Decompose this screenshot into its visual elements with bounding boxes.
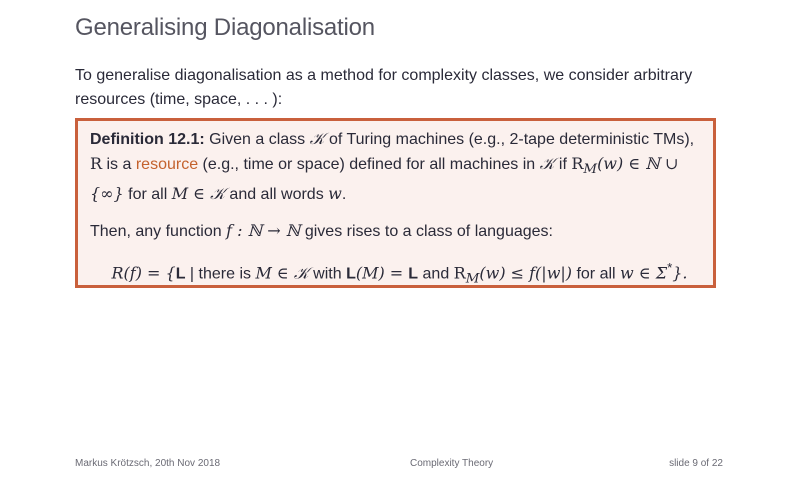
formula-star: *	[667, 260, 673, 276]
math-forall-m: M ∈ 𝒦	[171, 184, 225, 204]
formula-m-in-k: M ∈ 𝒦	[255, 263, 309, 283]
math-class-k: 𝒦	[539, 154, 555, 173]
formula-r: R	[453, 263, 466, 283]
formula-text: for all	[572, 265, 621, 283]
footer-author: Markus Krötzsch, 20th Nov 2018	[75, 458, 221, 469]
formula-bound: (w) ≤ f(|w|)	[479, 263, 573, 283]
math-r: R	[571, 154, 584, 173]
formula-w-in-sigma: w ∈ Σ	[620, 263, 668, 283]
math-condition: (w) ∈ ℕ ∪ {∞}	[90, 154, 679, 204]
resource-term: resource	[135, 156, 199, 173]
formula-text: | there is	[185, 265, 256, 283]
formula-text: and	[418, 265, 454, 283]
formula-sub-m: M	[465, 271, 480, 287]
intro-paragraph: To generalise diagonalisation as a method for complexity classes, we consider arbitrary resources (time, space, . . . ):	[75, 67, 693, 108]
definition-box	[75, 118, 716, 288]
def-text: if	[554, 156, 572, 173]
footer-course: Complexity Theory	[410, 458, 494, 469]
definition-label: Definition 12.1:	[90, 131, 205, 148]
def-text: Given a class	[204, 131, 310, 148]
slide-title: Generalising Diagonalisation	[75, 14, 375, 41]
def-text: Then, any function	[90, 223, 227, 241]
math-class-k: 𝒦	[309, 129, 325, 148]
def-text: of Turing machines (e.g., 2-tape deterministic TMs),	[324, 131, 695, 148]
formula-l: L	[175, 265, 186, 283]
math-w: w	[328, 184, 342, 204]
formula-l: L	[408, 265, 419, 283]
formula-l: L	[346, 265, 356, 283]
class-formula	[90, 256, 701, 292]
formula-close: }.	[672, 263, 688, 283]
math-function-f: f : ℕ → ℕ	[226, 221, 301, 241]
def-text: .	[341, 186, 347, 204]
math-sub-m: M	[583, 162, 598, 178]
math-resource-r: R	[90, 154, 103, 173]
formula-lhs: R(f) = {	[111, 263, 176, 283]
def-text: is a	[102, 156, 136, 173]
def-text: and all words	[224, 186, 329, 204]
footer-slide-number: slide 9 of 22	[669, 458, 723, 469]
formula-text: with	[308, 265, 347, 283]
def-text: gives rises to a class of languages:	[300, 223, 553, 241]
definition-paragraph	[90, 127, 701, 207]
def-text: (e.g., time or space) defined for all machines in	[198, 156, 540, 173]
function-paragraph	[90, 219, 701, 244]
formula-lm-arg: (M) =	[355, 263, 409, 283]
def-text: for all	[123, 186, 172, 204]
